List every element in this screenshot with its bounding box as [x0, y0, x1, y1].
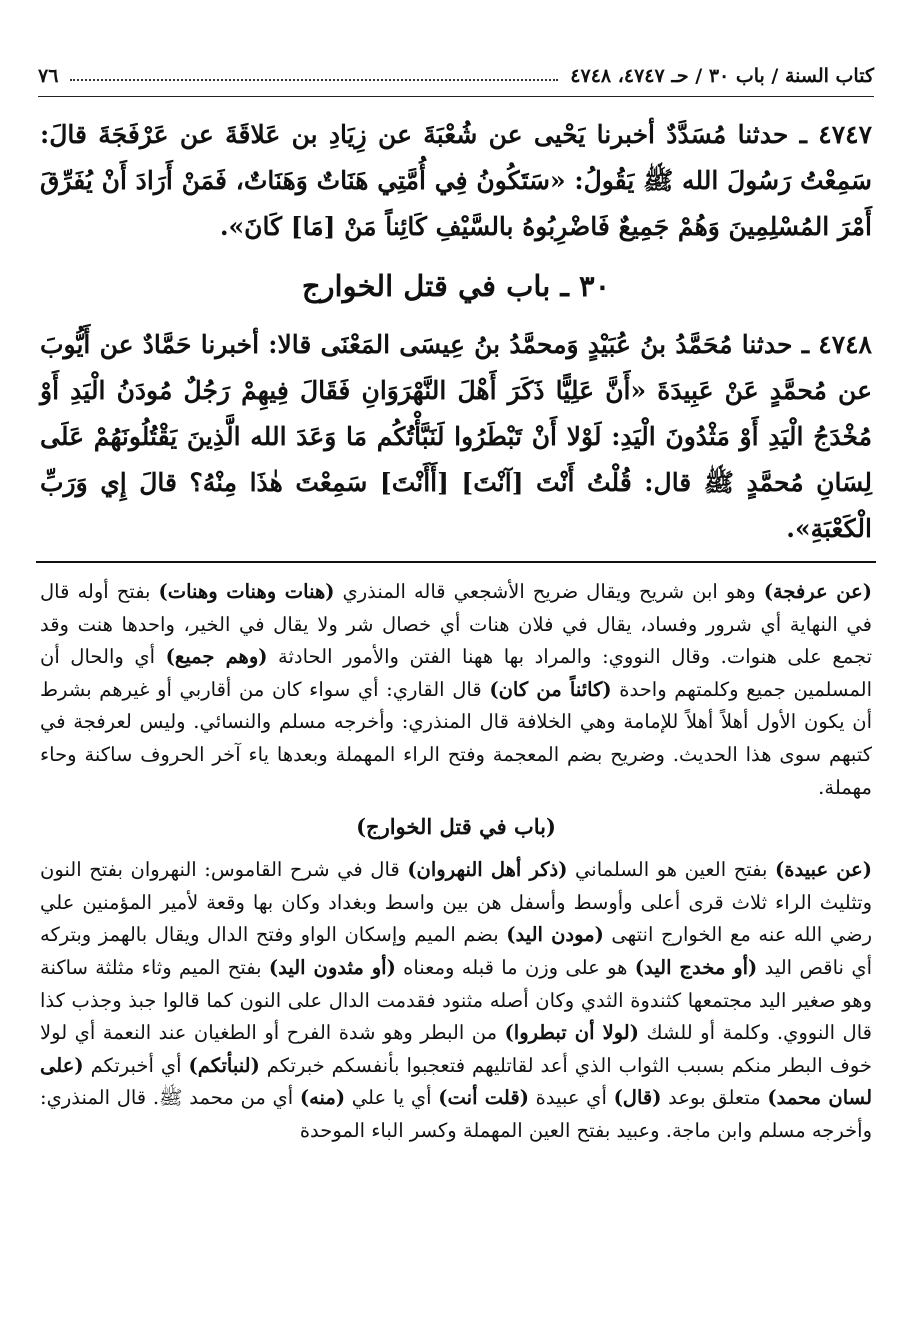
commentary-text: من البطر وهو شدة الفرح أو الطغيان عند النعمة أي لولا خوف البطر منكم بسبب الثواب الذي أعد لقاتليهم فتعجبوا بأنفسكم خبرتكم	[40, 1021, 872, 1077]
hadith-4748-paragraph	[40, 322, 872, 552]
commentary-paragraph	[40, 576, 872, 804]
commentary-lemma: (قلت أنت)	[438, 1086, 529, 1110]
footnote-separator	[36, 561, 876, 563]
commentary-lemma: (لولا أن تبطروا)	[504, 1021, 639, 1045]
commentary-text: قال القاري: أي سواء كان من أقاربي أو غيرهم بشرط أن يكون الأول أهلاً أهلاً للإمامة وهي الخلافة قال المنذري: وأخرجه مسلم والنسائي. وليس لعرفجة في كتبهم سوى هذا الحديث. وضريح بضم المعجمة وفتح الراء المهملة وبعدها ياء آخر الحروف ساكنة وحاء مهملة.	[40, 677, 872, 799]
commentary-lemma: (هنات وهنات وهنات)	[158, 580, 335, 603]
page-header	[38, 58, 874, 94]
commentary-text: بفتح الميم وثاء مثلثة ساكنة وهو صغير اليد مجتمعها كثندوة الثدي وكان أصله مثنود فقدمت الدال على النون كما قالوا جبذ وجذب كذا قال النووي. وكلمة أو للشك	[40, 955, 872, 1045]
hadith-text: حدثنا مُحَمَّدُ بنُ عُبَيْدٍ وَمحمَّدُ بنُ عِيسَى المَعْنَى قالا: أخبرنا حَمَّادٌ عن أَيُّوبَ عن مُحمَّدٍ عَنْ عَبِيدَةَ «أَنَّ عَلِيًّا ذَكَرَ أَهْلَ النَّهْرَوَانِ فَقَالَ فِيهِمْ رَجُلٌ مُودَنُ الْيَدِ أَوْ مُخْدَجُ الْيَدِ أَوْ مَثْدُونَ الْيَدِ: لَوْلا أَنْ تَبْطَرُوا لَنَبَّأْتُكُم مَا وَعَدَ الله الَّذِينَ يَقْتُلُونَهُمْ عَلَى لِسَانِ مُحمَّدٍ ﷺ قال: قُلْتُ أَنْتَ [آنْتَ] [أَأَنْتَ] سَمِعْتَ هٰذَا مِنْهُ؟ قالَ إِي وَرَبِّ الْكَعْبَةِ».	[40, 330, 872, 543]
commentary-text: هو على وزن ما قبله ومعناه	[395, 955, 635, 979]
hadith-4747-paragraph	[40, 112, 872, 250]
commentary-lemma: (أو مثدون اليد)	[268, 955, 396, 979]
commentary-text: بفتح أوله قال في النهاية أي شرور وفساد، يقال في فلان هنات أي خصال شر ولا يقال في الخير، واحدها هنت وقد تجمع على هنوات. وقال النووي: والمراد بها ههنا الفتن والأمور الحادثة	[40, 580, 873, 669]
commentary-lemma: (كائناً من كان)	[489, 677, 612, 701]
commentary-text: بضم الميم وإسكان الواو وفتح الدال ويقال بالهمز وبتركه أي ناقص اليد	[40, 923, 872, 979]
commentary-text: أي أخبرتكم	[83, 1053, 189, 1077]
page-number: ٧٦	[38, 65, 59, 87]
commentary-text: قال في شرح القاموس: النهروان بفتح النون وتثليث الراء ثلاث قرى أعلى وأوسط وأسفل هن بين واسط وبغداد وكان بها وقعة لأمير المؤمنين علي رضي الله عنه مع الخوارج انتهى	[40, 858, 872, 947]
commentary-lemma: (عن عرفجة)	[763, 580, 872, 603]
hadith-4748	[40, 322, 872, 552]
header-dotted-leader	[70, 79, 558, 81]
commentary-text: وهو ابن شريح ويقال ضريح الأشجعي قاله المنذري	[334, 580, 764, 603]
commentary-text: أي والحال أن المسلمين جميع وكلمتهم واحدة	[40, 645, 872, 701]
commentary-lemma: (لنبأتكم)	[188, 1053, 260, 1077]
commentary-lemma: (قال)	[613, 1086, 662, 1110]
hadith-text: حدثنا مُسَدَّدٌ أخبرنا يَحْيى عن شُعْبَةَ عن زِيَادِ بن عَلاقَةَ عن عَرْفَجَةَ قالَ: سَمِعْتُ رَسُولَ الله ﷺ يَقُولُ: «سَتَكُونُ فِي أُمَّتِي هَنَاتٌ وَهَنَاتٌ، فَمَنْ أَرَادَ أَنْ يُفَرِّقَ أَمْرَ المُسْلِمِينَ وَهُمْ جَمِيعٌ فَاضْرِبُوهُ بالسَّيْفِ كَائِناً مَنْ [مَا] كَانَ».	[40, 120, 872, 241]
hadith-number: ٤٧٤٨ ـ	[801, 330, 872, 359]
commentary-subheading: (باب في قتل الخوارج)	[356, 814, 556, 840]
commentary-lemma: (مودن اليد)	[506, 923, 604, 947]
header-rule	[38, 96, 874, 97]
commentary-text: بفتح العين هو السلماني	[567, 858, 776, 882]
commentary-text: أي من محمد ﷺ. قال المنذري: وأخرجه مسلم وابن ماجة. وعبيد بفتح العين المهملة وكسر الباء الموحدة	[40, 1086, 872, 1142]
commentary-text: أي عبيدة	[528, 1086, 614, 1110]
commentary-text: أي يا علي	[345, 1086, 439, 1110]
commentary-lemma: (وهم جميع)	[165, 645, 268, 669]
commentary-lemma: (ذكر أهل النهروان)	[407, 858, 568, 882]
commentary-lemma: (منه)	[299, 1086, 346, 1110]
chapter-heading: ٣٠ ـ باب في قتل الخوارج	[301, 269, 611, 303]
commentary-text: متعلق بوعد	[661, 1086, 768, 1110]
running-title: كتاب السنة / باب ٣٠ / حـ ٤٧٤٧، ٤٧٤٨	[570, 65, 874, 87]
commentary-lemma: (على لسان محمد)	[40, 1053, 873, 1110]
hadith-4747	[40, 112, 872, 250]
commentary-lemma: (عن عبيدة)	[775, 858, 872, 882]
commentary	[40, 576, 872, 1148]
hadith-number: ٤٧٤٧ ـ	[799, 120, 872, 149]
commentary-paragraph	[40, 854, 872, 1147]
commentary-lemma: (أو مخدج اليد)	[634, 955, 758, 979]
